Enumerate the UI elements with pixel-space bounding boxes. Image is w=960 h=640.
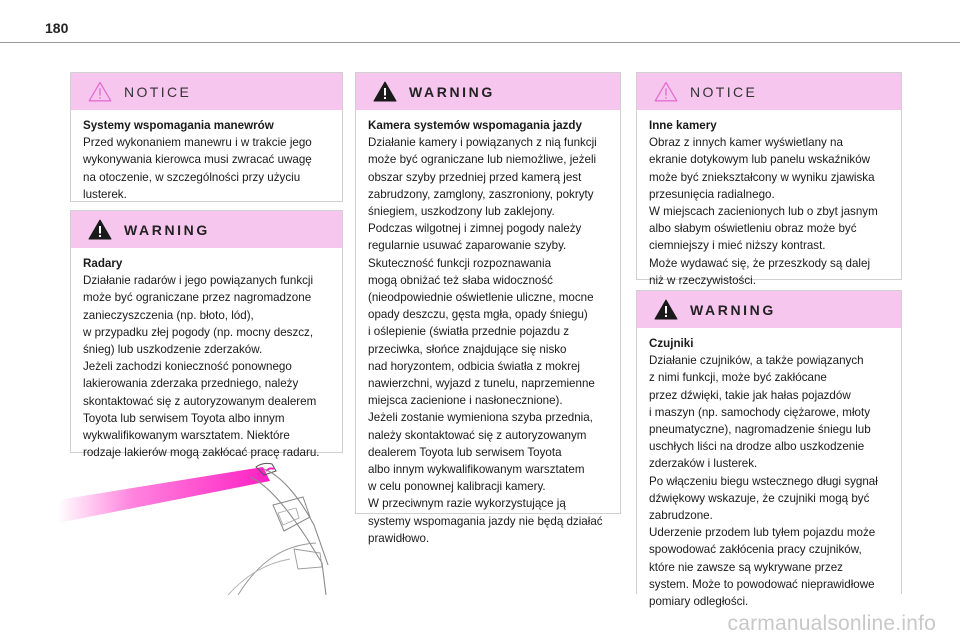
text-line: które nie zawsze są wykrywane przez <box>649 560 843 574</box>
text-line: system. Może to powodować nieprawidłowe <box>649 577 875 591</box>
text-line: lakierowania zderzaka przedniego, należy <box>83 377 299 391</box>
text-line: nad horyzontem, odbicia światła z mokrej <box>368 359 581 373</box>
text-line: ciemniejszy i mieć niższy kontrast. <box>649 239 826 253</box>
text-line: Uderzenie przodem lub tyłem pojazdu może <box>649 526 876 540</box>
text-line: Jeżeli zachodzi konieczność ponownego <box>83 360 292 374</box>
warning-heading: Kamera systemów wspomagania jazdy <box>368 119 582 132</box>
text-line: śnieg) lub uszkodzenie zderzaków. <box>83 343 263 357</box>
text-line: pomiary odległości. <box>649 595 749 609</box>
text-line: ekranie dotykowym lub panelu wskaźników <box>649 153 871 167</box>
notice-header <box>637 73 901 110</box>
text-line: wykwalifikowanym warsztatem. Niektóre <box>83 429 290 443</box>
text-line: rodzaje lakierów mogą zakłócać pracę radaru. <box>83 446 320 460</box>
top-divider <box>0 42 960 43</box>
notice-title: NOTICE <box>690 83 758 100</box>
text-line: w przypadku złej pogody (np. mocny deszcz, <box>83 325 314 339</box>
warning-header <box>356 73 620 110</box>
text-line: niż w rzeczywistości. <box>649 273 756 287</box>
text-line: Toyota lub serwisem Toyota albo innym <box>83 411 285 425</box>
text-line: i oślepienie (światła przednie pojazdu z <box>368 325 570 339</box>
text-line: pneumatyczne), nagromadzenie śniegu lub <box>649 423 871 437</box>
warning-heading: Czujniki <box>649 337 694 350</box>
text-line: w celu ponownej kalibracji kamery. <box>368 480 546 494</box>
text-line: prawidłowo. <box>368 531 430 545</box>
text-line: należy skontaktować się z autoryzowanym <box>368 428 587 442</box>
notice-box-maneuver <box>70 72 343 202</box>
notice-heading: Inne kamery <box>649 119 717 132</box>
text-line: Podczas wilgotnej i zimnej pogody należy <box>368 222 582 236</box>
text-line: Po włączeniu biegu wstecznego długi sygnał <box>649 474 878 488</box>
text-line: przeciwka, słońce znajdujące się nisko <box>368 342 567 356</box>
warning-heading: Radary <box>83 257 123 270</box>
text-line: Działanie kamery i powiązanych z nią funkcji <box>368 136 597 150</box>
notice-box-other-cameras <box>636 72 902 287</box>
text-line: lusterek. <box>83 187 127 201</box>
text-line: zabrudzone. <box>649 509 713 523</box>
text-line: na otoczenie, w szczególności przy użyciu <box>83 170 301 184</box>
notice-body <box>637 110 901 295</box>
warning-filled-icon <box>88 219 112 240</box>
text-line: (nieodpowiednie oświetlenie uliczne, mocne <box>368 291 594 305</box>
text-line: może być ograniczane lub niemożliwe, jeżeli <box>368 153 597 167</box>
text-line: przesunięcia radialnego. <box>649 187 775 201</box>
notice-header <box>71 73 342 110</box>
text-line: regularnie usuwać zaparowanie szyby. <box>368 239 567 253</box>
text-line: Działanie radarów i jego powiązanych funkcji <box>83 274 314 288</box>
text-line: wykonywania kierowca musi zwracać uwagę <box>83 153 312 167</box>
text-line: W miejscach zacienionych lub o zbyt jasnym <box>649 205 878 219</box>
warning-filled-icon <box>373 81 397 102</box>
notice-title: NOTICE <box>124 83 192 100</box>
text-line: śniegiem, uszkodzony lub zaklejony. <box>368 205 555 219</box>
text-line: W przeciwnym razie wykorzystujące ją <box>368 497 566 511</box>
warning-outline-icon <box>88 81 112 102</box>
text-line: systemy wspomagania jazdy nie będą działać <box>368 514 603 528</box>
warning-outline-icon <box>654 81 678 102</box>
text-line: może być zniekształcony w wyniku zjawiska <box>649 170 875 184</box>
text-line: obszar szyby przedniej przed kamerą jest <box>368 170 582 184</box>
text-line: skontaktować się z autoryzowanym dealerem <box>83 394 317 408</box>
warning-body <box>356 110 620 553</box>
warning-header <box>637 291 901 328</box>
camera-view-beam <box>58 467 270 523</box>
warning-body <box>637 328 901 616</box>
warning-body <box>71 248 342 467</box>
warning-title: WARNING <box>124 221 210 238</box>
text-line: Obraz z innych kamer wyświetlany na <box>649 136 843 150</box>
page-number: 180 <box>45 20 69 36</box>
warning-filled-icon <box>654 299 678 320</box>
text-line: zderzaków i lusterek. <box>649 457 758 471</box>
warning-title: WARNING <box>409 83 495 100</box>
text-line: przez dźwięki, takie jak hałas pojazdów <box>649 388 851 402</box>
warning-header <box>71 211 342 248</box>
text-line: spowodować zakłócenia pracy czujników, <box>649 543 862 557</box>
text-line: uschłych liści na drodze albo uszkodzenie <box>649 440 865 454</box>
watermark-text: carmanualsonline.info <box>727 612 936 635</box>
text-line: miejsca zacienione i nasłonecznione). <box>368 394 563 408</box>
notice-body <box>71 110 342 209</box>
windshield-camera-illustration <box>58 445 330 595</box>
text-line: nawierzchni, wyjazd z tunelu, naprzemienne <box>368 377 595 391</box>
text-line: albo słabym oświetleniu obraz może być <box>649 222 857 236</box>
text-line: z nimi funkcji, może być zakłócane <box>649 371 827 385</box>
warning-title: WARNING <box>690 301 776 318</box>
text-line: zabrudzony, zamglony, zaszroniony, pokryty <box>368 187 594 201</box>
text-line: dealerem Toyota lub serwisem Toyota <box>368 445 562 459</box>
text-line: Może wydawać się, że przeszkody są dalej <box>649 256 871 270</box>
text-line: opady deszczu, gęsta mgła, opady śniegu) <box>368 308 588 322</box>
text-line: dźwiękowy wskazuje, że czujniki mogą być <box>649 491 870 505</box>
warning-box-sensors <box>636 290 902 609</box>
text-line: Skuteczność funkcji rozpoznawania <box>368 256 552 270</box>
text-line: Działanie czujników, a także powiązanych <box>649 354 864 368</box>
text-line: i maszyn (np. samochody ciężarowe, młoty <box>649 405 871 419</box>
notice-heading: Systemy wspomagania manewrów <box>83 119 274 132</box>
text-line: Przed wykonaniem manewru i w trakcie jego <box>83 136 312 150</box>
warning-box-camera <box>355 72 621 545</box>
text-line: albo innym wykwalifikowanym warsztatem <box>368 463 585 477</box>
warning-box-radar <box>70 210 343 460</box>
text-line: zanieczyszczenia (np. błoto, lód), <box>83 308 254 322</box>
text-line: Jeżeli zostanie wymieniona szyba przednia, <box>368 411 593 425</box>
text-line: mogą obniżać też słaba widoczność <box>368 273 553 287</box>
text-line: może być ograniczane przez nagromadzone <box>83 291 312 305</box>
